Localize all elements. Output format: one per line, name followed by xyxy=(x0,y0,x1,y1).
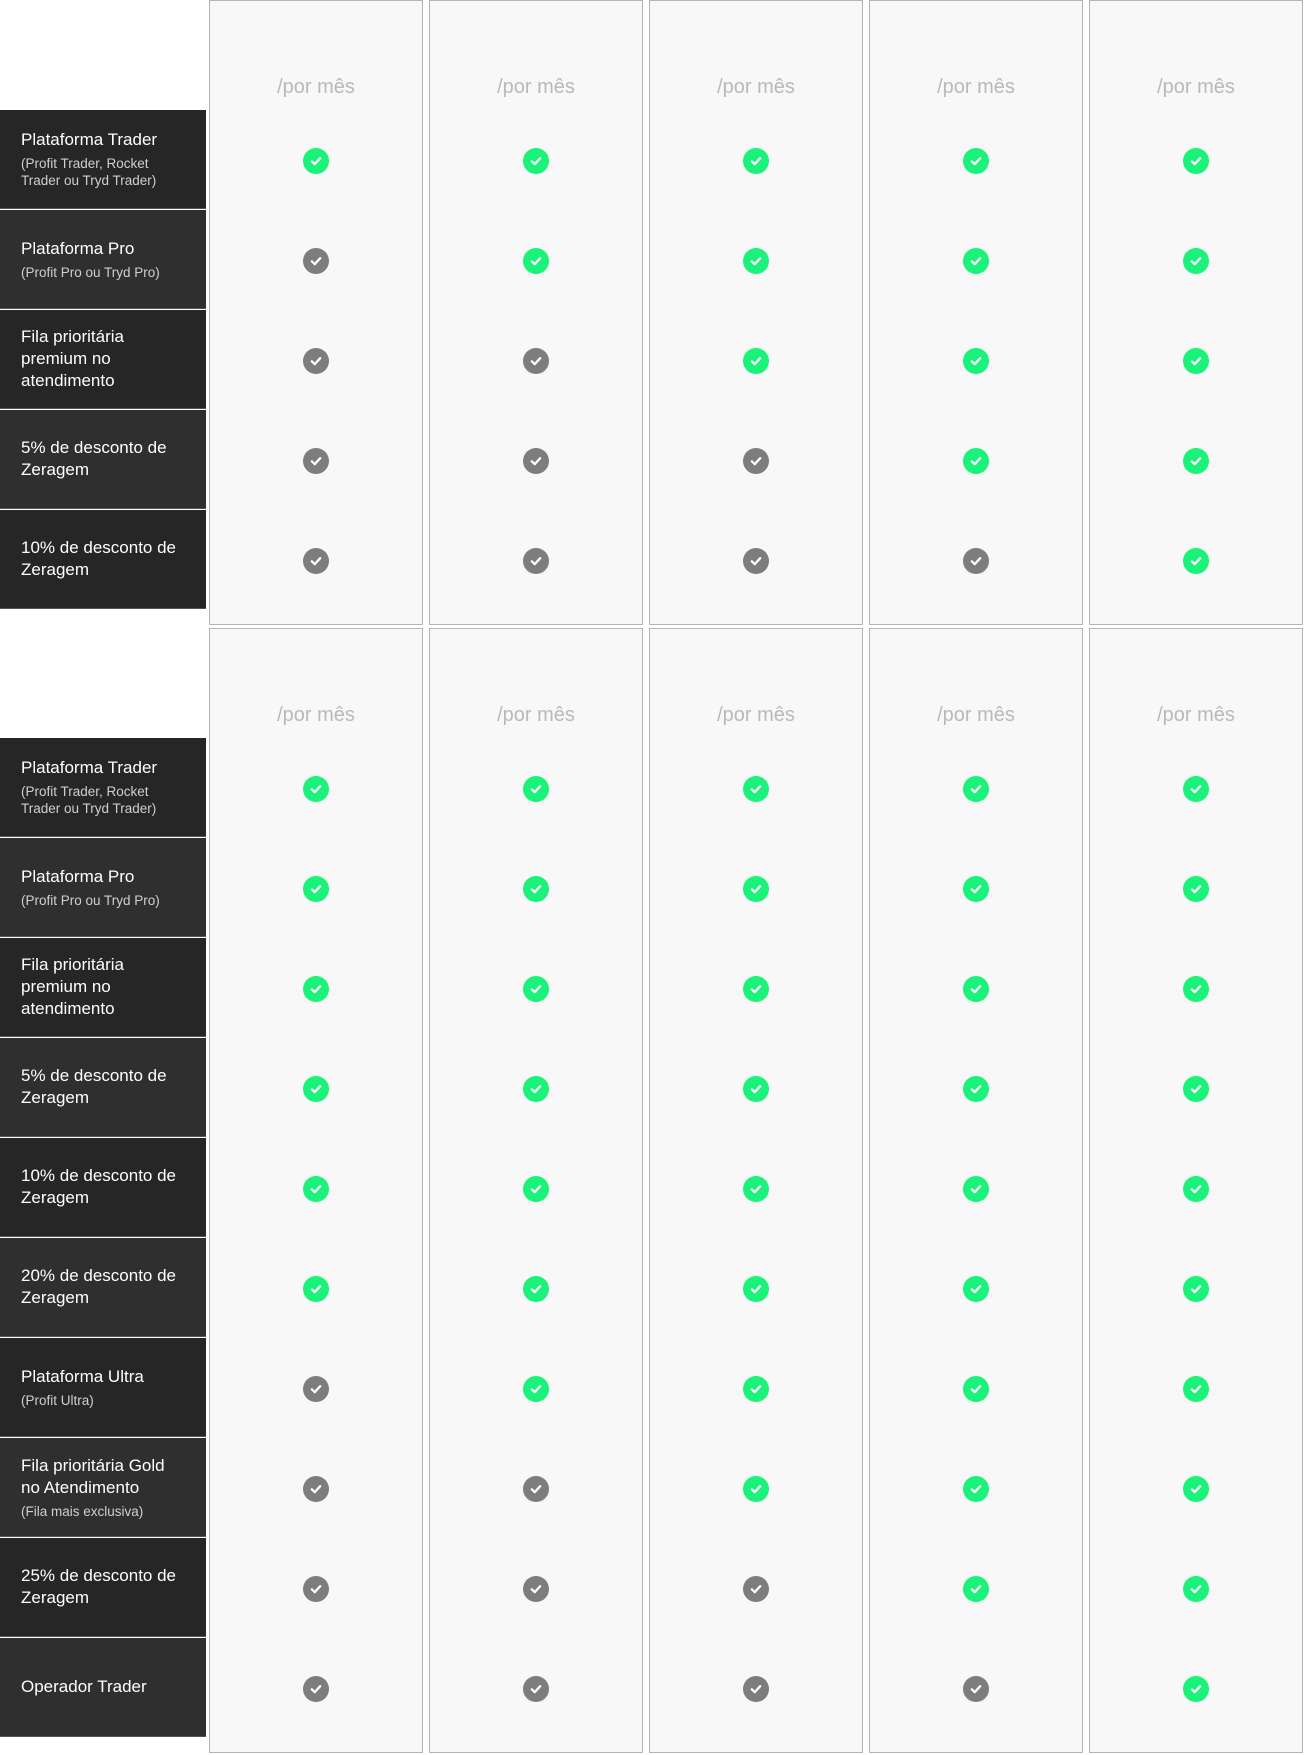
check-not-included-icon xyxy=(303,448,329,474)
checkmark-glyph xyxy=(309,1482,323,1496)
check-included-icon xyxy=(743,776,769,802)
checkmark-glyph xyxy=(529,782,543,796)
check-included-icon xyxy=(963,1176,989,1202)
checkmark-glyph xyxy=(309,1182,323,1196)
price-label: /por mês xyxy=(937,76,1015,98)
check-not-included-icon xyxy=(523,1676,549,1702)
feature-title: Fila prioritária Gold no Atendimento xyxy=(21,1455,165,1497)
price-label: /por mês xyxy=(497,76,575,98)
feature-subtitle: (Profit Trader, Rocket Trader ou Tryd Trader) xyxy=(21,156,157,188)
price-label: /por mês xyxy=(717,704,795,726)
checkmark-glyph xyxy=(529,454,543,468)
check-included-icon xyxy=(743,348,769,374)
checkmark-glyph xyxy=(1189,1182,1203,1196)
check-included-icon xyxy=(523,1176,549,1202)
check-included-icon xyxy=(1183,876,1209,902)
check-included-icon xyxy=(743,1376,769,1402)
price-label: /por mês xyxy=(277,76,355,98)
check-included-icon xyxy=(1183,448,1209,474)
price-label: /por mês xyxy=(717,76,795,98)
checkmark-glyph xyxy=(1189,1082,1203,1096)
checkmark-glyph xyxy=(529,1582,543,1596)
feature-subtitle: (Fila mais exclusiva) xyxy=(21,1503,144,1519)
checkmark-glyph xyxy=(309,554,323,568)
checkmark-glyph xyxy=(529,1482,543,1496)
feature-row-label xyxy=(0,1538,206,1637)
check-included-icon xyxy=(743,976,769,1002)
checkmark-glyph xyxy=(309,154,323,168)
feature-row-label xyxy=(0,1138,206,1237)
check-included-icon xyxy=(1183,1476,1209,1502)
check-not-included-icon xyxy=(743,548,769,574)
checkmark-glyph xyxy=(969,1082,983,1096)
feature-row-label xyxy=(0,1638,206,1737)
checkmark-glyph xyxy=(309,882,323,896)
feature-title: Plataforma Trader xyxy=(21,758,158,777)
check-included-icon xyxy=(963,1276,989,1302)
checkmark-glyph xyxy=(309,1682,323,1696)
check-included-icon xyxy=(963,448,989,474)
feature-row-label xyxy=(0,110,206,209)
check-included-icon xyxy=(743,148,769,174)
check-included-icon xyxy=(963,776,989,802)
plan-column xyxy=(1089,628,1303,1753)
check-not-included-icon xyxy=(303,1376,329,1402)
checkmark-glyph xyxy=(749,1482,763,1496)
checkmark-glyph xyxy=(969,154,983,168)
check-included-icon xyxy=(963,1376,989,1402)
check-included-icon xyxy=(303,876,329,902)
plan-column xyxy=(649,0,863,625)
checkmark-glyph xyxy=(749,1082,763,1096)
checkmark-glyph xyxy=(969,982,983,996)
feature-title: 10% de desconto de Zeragem xyxy=(21,538,177,579)
check-included-icon xyxy=(963,976,989,1002)
checkmark-glyph xyxy=(749,1682,763,1696)
checkmark-glyph xyxy=(749,254,763,268)
check-not-included-icon xyxy=(743,448,769,474)
check-included-icon xyxy=(743,1276,769,1302)
check-not-included-icon xyxy=(963,1676,989,1702)
check-not-included-icon xyxy=(303,248,329,274)
check-included-icon xyxy=(963,348,989,374)
price-label: /por mês xyxy=(1157,76,1235,98)
checkmark-glyph xyxy=(749,1282,763,1296)
feature-row-label xyxy=(0,938,206,1037)
feature-title: Plataforma Pro xyxy=(21,866,135,886)
checkmark-glyph xyxy=(1189,554,1203,568)
feature-title: 5% de desconto de Zeragem xyxy=(21,1066,167,1107)
checkmark-glyph xyxy=(969,554,983,568)
check-included-icon xyxy=(743,876,769,902)
checkmark-glyph xyxy=(749,882,763,896)
feature-row-label xyxy=(0,1238,206,1337)
checkmark-glyph xyxy=(1189,354,1203,368)
check-not-included-icon xyxy=(523,348,549,374)
checkmark-glyph xyxy=(309,354,323,368)
feature-row-label xyxy=(0,838,206,937)
check-included-icon xyxy=(1183,548,1209,574)
check-included-icon xyxy=(1183,1676,1209,1702)
checkmark-glyph xyxy=(529,882,543,896)
price-label: /por mês xyxy=(1157,704,1235,726)
checkmark-glyph xyxy=(309,1082,323,1096)
checkmark-glyph xyxy=(529,354,543,368)
feature-title: 25% de desconto de Zeragem xyxy=(21,1566,177,1607)
plan-column xyxy=(209,628,423,1753)
checkmark-glyph xyxy=(309,454,323,468)
feature-title: 20% de desconto de Zeragem xyxy=(21,1266,177,1307)
plan-column xyxy=(429,628,643,1753)
checkmark-glyph xyxy=(309,1282,323,1296)
checkmark-glyph xyxy=(529,1282,543,1296)
price-label: /por mês xyxy=(497,704,575,726)
feature-row-label xyxy=(0,738,206,837)
checkmark-glyph xyxy=(749,982,763,996)
checkmark-glyph xyxy=(749,782,763,796)
check-included-icon xyxy=(963,1476,989,1502)
feature-title: Fila prioritária premium no atendimento xyxy=(21,327,124,390)
check-not-included-icon xyxy=(963,548,989,574)
comparison-table-1 xyxy=(0,0,1307,626)
checkmark-glyph xyxy=(529,982,543,996)
checkmark-glyph xyxy=(749,454,763,468)
plan-column xyxy=(869,0,1083,625)
checkmark-glyph xyxy=(309,982,323,996)
checkmark-glyph xyxy=(969,354,983,368)
check-included-icon xyxy=(303,776,329,802)
checkmark-glyph xyxy=(749,554,763,568)
check-included-icon xyxy=(963,148,989,174)
checkmark-glyph xyxy=(1189,982,1203,996)
feature-subtitle: (Profit Ultra) xyxy=(21,1392,94,1408)
check-included-icon xyxy=(303,1276,329,1302)
check-included-icon xyxy=(1183,148,1209,174)
check-included-icon xyxy=(743,1476,769,1502)
check-included-icon xyxy=(963,1076,989,1102)
check-included-icon xyxy=(1183,1176,1209,1202)
checkmark-glyph xyxy=(1189,454,1203,468)
check-not-included-icon xyxy=(523,1576,549,1602)
check-included-icon xyxy=(743,1076,769,1102)
checkmark-glyph xyxy=(1189,1282,1203,1296)
checkmark-glyph xyxy=(529,1182,543,1196)
check-included-icon xyxy=(1183,1276,1209,1302)
checkmark-glyph xyxy=(969,1682,983,1696)
check-included-icon xyxy=(1183,1576,1209,1602)
feature-row-label xyxy=(0,1038,206,1137)
check-not-included-icon xyxy=(303,1476,329,1502)
check-not-included-icon xyxy=(303,548,329,574)
feature-title: Plataforma Pro xyxy=(21,238,135,258)
feature-title: Plataforma Trader xyxy=(21,130,158,149)
check-included-icon xyxy=(523,1276,549,1302)
checkmark-glyph xyxy=(969,1282,983,1296)
check-included-icon xyxy=(523,776,549,802)
checkmark-glyph xyxy=(529,254,543,268)
check-included-icon xyxy=(303,1176,329,1202)
checkmark-glyph xyxy=(309,254,323,268)
checkmark-glyph xyxy=(1189,1582,1203,1596)
check-included-icon xyxy=(1183,1076,1209,1102)
checkmark-glyph xyxy=(969,254,983,268)
check-not-included-icon xyxy=(523,1476,549,1502)
checkmark-glyph xyxy=(749,1382,763,1396)
feature-title: 5% de desconto de Zeragem xyxy=(21,438,167,479)
check-included-icon xyxy=(303,976,329,1002)
check-not-included-icon xyxy=(523,548,549,574)
checkmark-glyph xyxy=(529,554,543,568)
plan-column xyxy=(429,0,643,625)
check-not-included-icon xyxy=(743,1576,769,1602)
checkmark-glyph xyxy=(749,1582,763,1596)
check-included-icon xyxy=(523,976,549,1002)
feature-row-label xyxy=(0,510,206,609)
check-included-icon xyxy=(303,1076,329,1102)
checkmark-glyph xyxy=(1189,254,1203,268)
checkmark-glyph xyxy=(749,354,763,368)
feature-row-label xyxy=(0,1338,206,1437)
checkmark-glyph xyxy=(1189,782,1203,796)
checkmark-glyph xyxy=(969,454,983,468)
checkmark-glyph xyxy=(529,154,543,168)
checkmark-glyph xyxy=(1189,882,1203,896)
price-label: /por mês xyxy=(937,704,1015,726)
checkmark-glyph xyxy=(969,782,983,796)
check-included-icon xyxy=(963,248,989,274)
checkmark-glyph xyxy=(529,1682,543,1696)
check-included-icon xyxy=(963,876,989,902)
plan-column xyxy=(209,0,423,625)
checkmark-glyph xyxy=(309,1382,323,1396)
checkmark-glyph xyxy=(529,1082,543,1096)
check-included-icon xyxy=(743,248,769,274)
feature-title: 10% de desconto de Zeragem xyxy=(21,1166,177,1207)
check-included-icon xyxy=(1183,776,1209,802)
check-not-included-icon xyxy=(303,1676,329,1702)
check-included-icon xyxy=(523,148,549,174)
check-not-included-icon xyxy=(303,348,329,374)
checkmark-glyph xyxy=(1189,1682,1203,1696)
checkmark-glyph xyxy=(749,154,763,168)
checkmark-glyph xyxy=(529,1382,543,1396)
plan-column xyxy=(869,628,1083,1753)
check-included-icon xyxy=(523,1076,549,1102)
plan-column xyxy=(649,628,863,1753)
checkmark-glyph xyxy=(1189,154,1203,168)
check-not-included-icon xyxy=(523,448,549,474)
feature-title: Operador Trader xyxy=(21,1677,147,1696)
price-label: /por mês xyxy=(277,704,355,726)
feature-title: Plataforma Ultra xyxy=(21,1366,144,1386)
checkmark-glyph xyxy=(969,882,983,896)
plan-column xyxy=(1089,0,1303,625)
feature-title: Fila prioritária premium no atendimento xyxy=(21,955,124,1018)
check-included-icon xyxy=(303,148,329,174)
checkmark-glyph xyxy=(749,1182,763,1196)
feature-subtitle: (Profit Pro ou Tryd Pro) xyxy=(21,892,160,908)
check-included-icon xyxy=(1183,1376,1209,1402)
check-included-icon xyxy=(743,1176,769,1202)
feature-row-label xyxy=(0,310,206,409)
checkmark-glyph xyxy=(309,1582,323,1596)
check-not-included-icon xyxy=(303,1576,329,1602)
feature-row-label xyxy=(0,210,206,309)
feature-row-label xyxy=(0,410,206,509)
feature-row-label xyxy=(0,1438,206,1537)
checkmark-glyph xyxy=(969,1382,983,1396)
comparison-table-2 xyxy=(0,628,1307,1755)
check-included-icon xyxy=(1183,248,1209,274)
check-included-icon xyxy=(523,248,549,274)
feature-subtitle: (Profit Pro ou Tryd Pro) xyxy=(21,264,160,280)
check-not-included-icon xyxy=(743,1676,769,1702)
checkmark-glyph xyxy=(309,782,323,796)
checkmark-glyph xyxy=(969,1182,983,1196)
feature-subtitle: (Profit Trader, Rocket Trader ou Tryd Trader) xyxy=(21,784,157,816)
check-included-icon xyxy=(1183,976,1209,1002)
check-included-icon xyxy=(963,1576,989,1602)
check-included-icon xyxy=(1183,348,1209,374)
checkmark-glyph xyxy=(1189,1382,1203,1396)
check-included-icon xyxy=(523,1376,549,1402)
checkmark-glyph xyxy=(969,1482,983,1496)
checkmark-glyph xyxy=(1189,1482,1203,1496)
check-included-icon xyxy=(523,876,549,902)
checkmark-glyph xyxy=(969,1582,983,1596)
